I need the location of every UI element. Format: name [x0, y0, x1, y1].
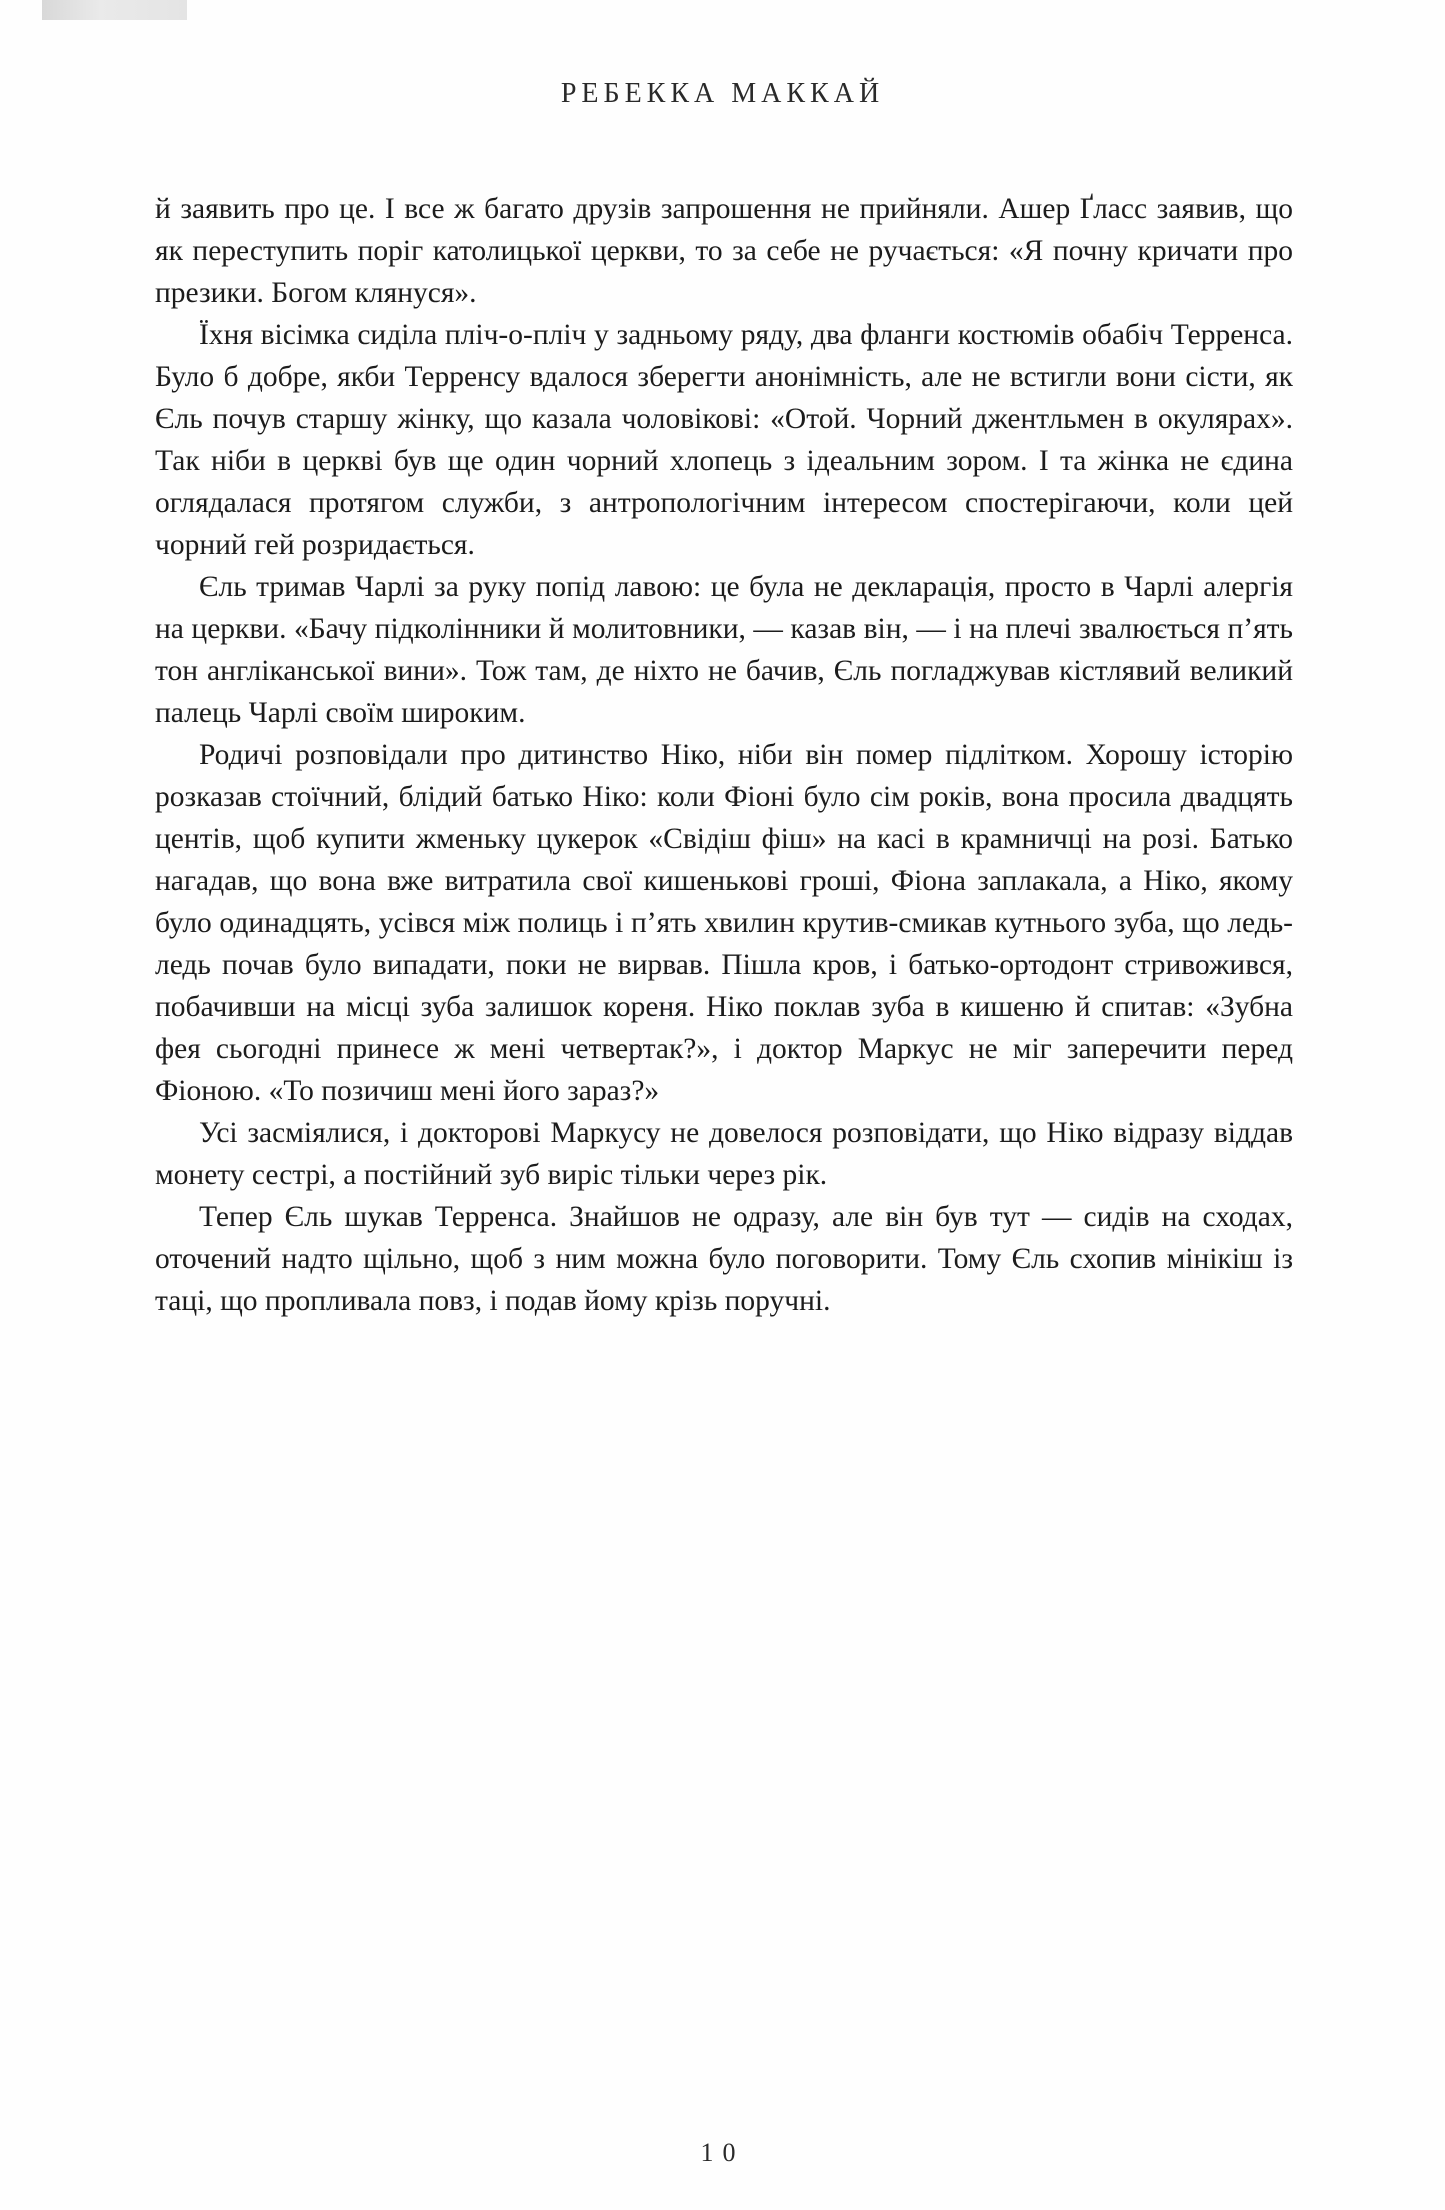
- paragraph: Єль тримав Чарлі за руку попід лавою: це була не декларація, просто в Чарлі алергія на церкви. «Бачу підколінники й молитовники, — казав він, — і на плечі звалюється п’ять тон англіканської вини». Тож там, де ніхто не бачив, Єль погладжував кістлявий великий палець Чарлі своїм широким.: [155, 571, 1293, 729]
- text-block: [155, 188, 1293, 1322]
- paragraph: Усі засміялися, і докторові Маркусу не довелося розповідати, що Ніко відразу віддав монету сестрі, а постійний зуб виріс тільки через рік.: [155, 1117, 1293, 1191]
- page-number: 10: [700, 2138, 745, 2167]
- paragraph-continuation: й заявить про це. І все ж багато друзів запрошення не прийняли. Ашер Ґласс заявив, що як переступить поріг католицької церкви, то за себе не ручається: «Я почну кричати про презики. Богом клянуся».: [155, 193, 1293, 309]
- paragraph: Їхня вісімка сиділа пліч-о-пліч у задньому ряду, два фланги костюмів обабіч Терренса. Було б добре, якби Терренсу вдалося зберегти анонімність, але не встигли вони сісти, як Єль почув старшу жінку, що казала чоловікові: «Отой. Чорний джентльмен в окулярах». Так ніби в церкві був ще один чорний хлопець з ідеальним зором. І та жінка не єдина оглядалася протягом служби, з антропологічним інтересом спостерігаючи, коли цей чорний гей розридається.: [155, 319, 1293, 561]
- scan-artifact: [42, 0, 187, 20]
- paragraph: Родичі розповідали про дитинство Ніко, ніби він помер підлітком. Хорошу історію розказав стоїчний, блідий батько Ніко: коли Фіоні було сім років, вона просила двадцять центів, щоб купити жменьку цукерок «Свідіш фіш» на касі в крамничці на розі. Батько нагадав, що вона вже витратила свої кишенькові гроші, Фіона заплакала, а Ніко, якому було одинадцять, усівся між полиць і п’ять хвилин крутив-смикав кутнього зуба, що ледь-ледь почав було випадати, поки не вирвав. Пішла кров, і батько-ортодонт стривожився, побачивши на місці зуба залишок кореня. Ніко поклав зуба в кишеню й спитав: «Зубна фея сьогодні принесе ж мені четвертак?», і доктор Маркус не міг заперечити перед Фіоною. «То позичиш мені його зараз?»: [155, 739, 1293, 1107]
- running-header: РЕБЕККА МАККАЙ: [560, 78, 885, 109]
- paragraph: Тепер Єль шукав Терренса. Знайшов не одразу, але він був тут — сидів на сходах, оточений надто щільно, щоб з ним можна було поговорити. Тому Єль схопив мінікіш із таці, що пропливала повз, і подав йому крізь поручні.: [155, 1201, 1293, 1317]
